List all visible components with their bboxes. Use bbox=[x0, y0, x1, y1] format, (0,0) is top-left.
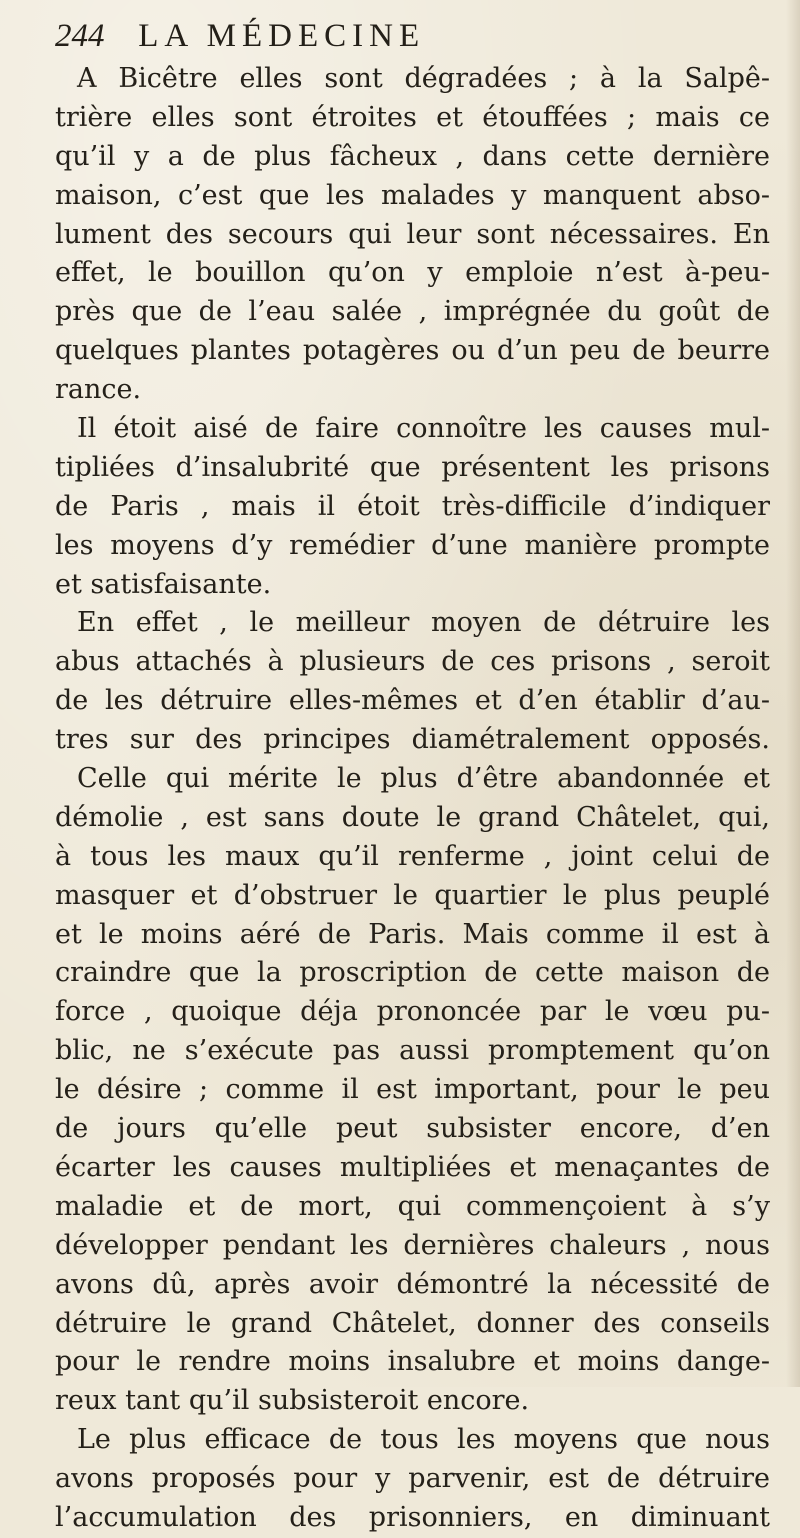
text-line: avons dû, après avoir démontré la nécessité de bbox=[55, 1268, 770, 1300]
text-line: pour le rendre moins insalubre et moins dange- bbox=[55, 1346, 770, 1378]
text-line: développer pendant les dernières chaleurs , nous bbox=[55, 1229, 770, 1261]
text-line: En effet , le meilleur moyen de détruire les bbox=[77, 607, 770, 639]
text-line: effet, le bouillon qu’on y emploie n’est à-peu- bbox=[55, 257, 770, 289]
text-line: les moyens d’y remédier d’une manière prompte bbox=[55, 529, 770, 561]
text-line: craindre que la proscription de cette maison de bbox=[55, 957, 770, 989]
text-line: masquer et d’obstruer le quartier le plus peuplé bbox=[55, 879, 770, 911]
text-line: et le moins aéré de Paris. Mais comme il est à bbox=[55, 918, 770, 950]
text-line: quelques plantes potagères ou d’un peu de beurre bbox=[55, 335, 770, 367]
text-line: démolie , est sans doute le grand Châtelet, qui, bbox=[55, 801, 770, 833]
text-line: avons proposés pour y parvenir, est de détruire bbox=[55, 1463, 770, 1495]
text-line: trière elles sont étroites et étouffées ; mais ce bbox=[55, 101, 770, 133]
text-line: de les détruire elles-mêmes et d’en établir d’au- bbox=[55, 685, 770, 717]
text-line: écarter les causes multipliées et menaçantes de bbox=[55, 1151, 770, 1183]
text-line: Il étoit aisé de faire connoître les causes mul- bbox=[77, 413, 770, 445]
running-head bbox=[55, 16, 755, 56]
text-line: A Bicêtre elles sont dégradées ; à la Salpê- bbox=[77, 63, 770, 94]
text-line: Celle qui mérite le plus d’être abandonnée et bbox=[77, 763, 770, 795]
text-line: rance. bbox=[55, 374, 142, 406]
text-line: de jours qu’elle peut subsister encore, d’en bbox=[55, 1113, 770, 1145]
running-title: LA MÉDECINE bbox=[138, 18, 426, 54]
text-line: reux tant qu’il subsisteroit encore. bbox=[55, 1385, 530, 1417]
text-line: maladie et de mort, qui commençoient à s’y bbox=[55, 1190, 770, 1222]
text-line: le désire ; comme il est important, pour le peu bbox=[55, 1074, 770, 1106]
text-line: et satisfaisante. bbox=[55, 568, 272, 600]
text-line: Le plus efficace de tous les moyens que nous bbox=[77, 1424, 770, 1456]
text-line: de Paris , mais il étoit très-difficile d’indiquer bbox=[55, 490, 770, 522]
text-line: tres sur des principes diamétralement opposés. bbox=[55, 724, 770, 756]
text-line: détruire le grand Châtelet, donner des conseils bbox=[55, 1307, 770, 1339]
text-line: tipliées d’insalubrité que présentent les prisons bbox=[55, 451, 770, 483]
text-line: blic, ne s’exécute pas aussi promptement qu’on bbox=[55, 1035, 770, 1067]
text-line: force , quoique déja prononcée par le vœu pu- bbox=[55, 996, 770, 1028]
text-line: qu’il y a de plus fâcheux , dans cette dernière bbox=[55, 140, 770, 172]
text-line: à tous les maux qu’il renferme , joint celui de bbox=[55, 840, 770, 872]
text-line: près que de l’eau salée , imprégnée du goût de bbox=[55, 296, 770, 328]
text-line: abus attachés à plusieurs de ces prisons , seroit bbox=[55, 646, 770, 678]
text-line: lument des secours qui leur sont nécessaires. En bbox=[55, 218, 770, 250]
text-line: maison, c’est que les malades y manquent abso- bbox=[55, 179, 770, 211]
text-line: l’accumulation des prisonniers, en diminuant bbox=[55, 1501, 770, 1533]
page-number: 244 bbox=[55, 18, 105, 54]
page-edge-shadow bbox=[786, 0, 800, 1387]
body-text bbox=[55, 60, 770, 1538]
